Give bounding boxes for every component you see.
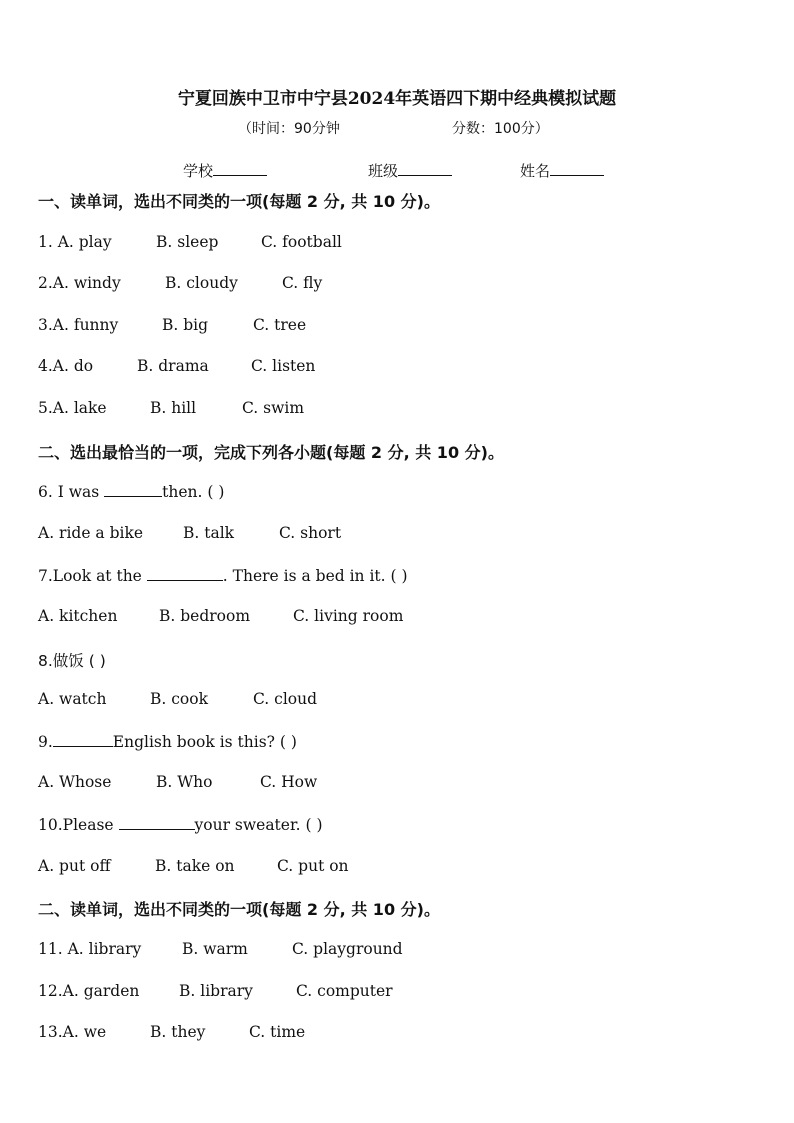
q9-option-c: C. How — [260, 773, 318, 791]
q9-stem-after: English book is this? ( ) — [112, 733, 297, 751]
name-blank[interactable] — [550, 161, 604, 176]
q8-option-c: C. cloud — [253, 690, 318, 708]
question-11 — [38, 940, 403, 958]
q13-option-a: 13.A. we — [38, 1023, 107, 1041]
q7-option-a: A. kitchen — [38, 607, 118, 625]
q6-stem-after: then. ( ) — [162, 483, 225, 501]
question-1 — [38, 233, 342, 251]
q7-blank[interactable] — [147, 566, 223, 581]
q6-blank[interactable] — [104, 482, 162, 497]
q8-option-a: A. watch — [38, 690, 107, 708]
question-10-options — [38, 857, 349, 875]
question-13 — [38, 1023, 305, 1041]
q13-option-c: C. time — [249, 1023, 306, 1041]
q5-option-b: B. hill — [150, 399, 197, 417]
q3-option-a: 3.A. funny — [38, 316, 119, 334]
class-blank[interactable] — [398, 161, 452, 176]
q10-stem-after: your sweater. ( ) — [194, 816, 323, 834]
question-9-options — [38, 773, 317, 791]
question-7-options — [38, 607, 403, 625]
class-field — [368, 160, 452, 181]
class-label: 班级 — [368, 162, 399, 180]
q3-option-c: C. tree — [253, 316, 307, 334]
q4-option-c: C. listen — [251, 357, 316, 375]
question-7-stem — [38, 566, 408, 585]
q5-option-a: 5.A. lake — [38, 399, 107, 417]
exam-time: （时间：90分钟 — [238, 121, 340, 137]
q6-option-a: A. ride a bike — [38, 524, 144, 542]
q1-option-c: C. football — [261, 233, 342, 251]
q11-option-b: B. warm — [182, 940, 248, 958]
question-3 — [38, 316, 306, 334]
q4-option-a: 4.A. do — [38, 357, 94, 375]
question-5 — [38, 399, 304, 417]
q1-option-a: 1. A. play — [38, 233, 112, 251]
q11-option-a: 11. A. library — [38, 940, 142, 958]
section-3-title: 二、读单词，选出不同类的一项(每题 2 分, 共 10 分)。 — [38, 900, 440, 919]
q5-option-c: C. swim — [242, 399, 305, 417]
q12-option-c: C. computer — [296, 982, 393, 1000]
q9-stem-before: 9. — [38, 733, 53, 751]
q8-stem: 8.做饭 ( ) — [38, 652, 106, 670]
page-title: 宁夏回族中卫市中宁县2024年英语四下期中经典模拟试题 — [177, 89, 617, 109]
question-6-options — [38, 524, 341, 542]
q7-stem-after: . There is a bed in it. ( ) — [222, 567, 408, 585]
school-label: 学校 — [183, 162, 214, 180]
q6-option-b: B. talk — [183, 524, 235, 542]
question-12 — [38, 982, 393, 1000]
q4-option-b: B. drama — [137, 357, 209, 375]
question-8-options — [38, 690, 317, 708]
name-field — [520, 160, 604, 181]
q7-option-c: C. living room — [293, 607, 404, 625]
q8-option-b: B. cook — [150, 690, 208, 708]
question-2 — [38, 274, 322, 292]
q13-option-b: B. they — [150, 1023, 206, 1041]
q9-option-a: A. Whose — [38, 773, 112, 791]
q7-option-b: B. bedroom — [159, 607, 251, 625]
question-9-stem — [38, 732, 297, 751]
q1-option-b: B. sleep — [156, 233, 219, 251]
question-8-stem — [38, 649, 106, 671]
question-6-stem — [38, 482, 224, 501]
q11-option-c: C. playground — [292, 940, 403, 958]
q6-stem-before: 6. I was — [38, 483, 100, 501]
q9-option-b: B. Who — [156, 773, 213, 791]
q10-stem-before: 10.Please — [38, 816, 114, 834]
q3-option-b: B. big — [162, 316, 209, 334]
section-1-title: 一、读单词，选出不同类的一项(每题 2 分, 共 10 分)。 — [38, 192, 440, 211]
question-4 — [38, 357, 315, 375]
q10-option-c: C. put on — [277, 857, 349, 875]
q6-option-c: C. short — [279, 524, 342, 542]
school-field — [183, 160, 267, 181]
name-label: 姓名 — [520, 162, 551, 180]
exam-score: 分数：100分） — [452, 121, 549, 137]
q2-option-b: B. cloudy — [165, 274, 238, 292]
section-2-title: 二、选出最恰当的一项，完成下列各小题(每题 2 分, 共 10 分)。 — [38, 443, 504, 462]
q12-option-b: B. library — [179, 982, 253, 1000]
q2-option-c: C. fly — [282, 274, 323, 292]
q10-option-b: B. take on — [155, 857, 235, 875]
q10-option-a: A. put off — [38, 857, 111, 875]
q9-blank[interactable] — [53, 732, 113, 747]
q2-option-a: 2.A. windy — [38, 274, 121, 292]
q12-option-a: 12.A. garden — [38, 982, 140, 1000]
school-blank[interactable] — [213, 161, 267, 176]
q10-blank[interactable] — [119, 815, 195, 830]
q7-stem-before: 7.Look at the — [38, 567, 142, 585]
question-10-stem — [38, 815, 323, 834]
